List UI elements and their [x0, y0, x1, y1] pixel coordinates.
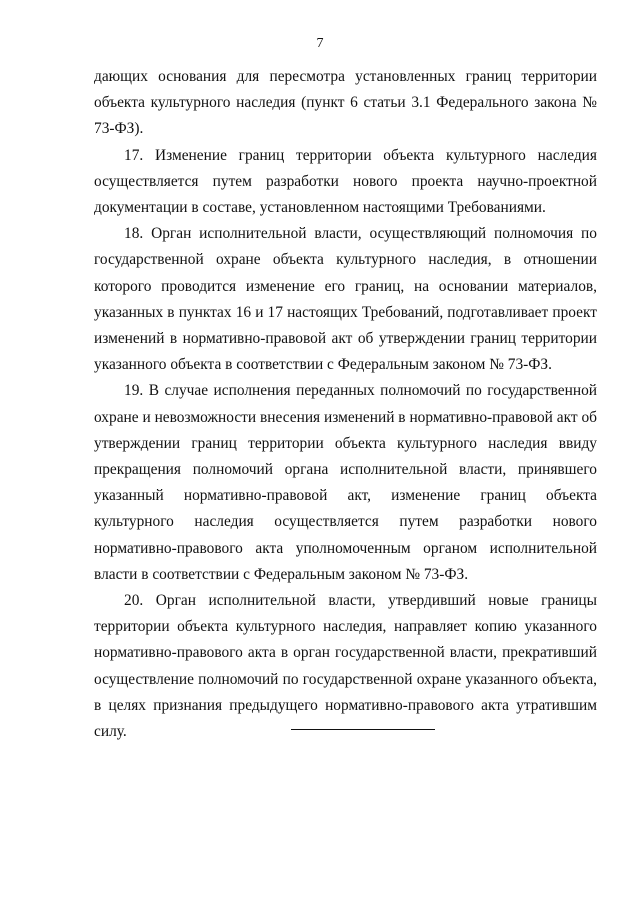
paragraph-continuation: дающих основания для пересмотра установленных границ территории объекта культурного наследия (пункт 6 статьи 3.1 Федерального закона № 73-ФЗ). [94, 68, 597, 138]
page-number: 7 [316, 36, 324, 51]
paragraph-19: 19. В случае исполнения переданных полномочий по государственной охране и невозможности внесения изменений в нормативно-правовой акт об утверждении границ территории объекта культурного наследия ввиду прекращения полномочий органа исполнительной власти, принявшего указанный нормативно-правовой акт, изменение границ объекта культурного наследия осуществляется путем разработки нового нормативно-правового акта уполномоченным органом исполнительной власти в соответствии с Федеральным законом № 73-ФЗ. [94, 382, 597, 583]
document-body [94, 64, 597, 745]
paragraph-20: 20. Орган исполнительной власти, утвердивший новые границы территории объекта культурного наследия, направляет копию указанного нормативно-правового акта в орган государственной власти, прекративший осуществление полномочий по государственной охране указанного объекта, в целях признания предыдущего нормативно-правового акта утратившим силу. [94, 592, 597, 741]
paragraph-18: 18. Орган исполнительной власти, осуществляющий полномочия по государственной охране объекта культурного наследия, в отношении которого проводится изменение его границ, на основании материалов, указанных в пунктах 16 и 17 настоящих Требований, подготавливает проект изменений в нормативно-правовой акт об утверждении границ территории указанного объекта в соответствии с Федеральным законом № 73-ФЗ. [94, 225, 597, 374]
paragraph-17: 17. Изменение границ территории объекта культурного наследия осуществляется путем разработки нового проекта научно-проектной документации в составе, установленном настоящими Требованиями. [94, 146, 597, 217]
end-of-document-rule [291, 729, 435, 730]
